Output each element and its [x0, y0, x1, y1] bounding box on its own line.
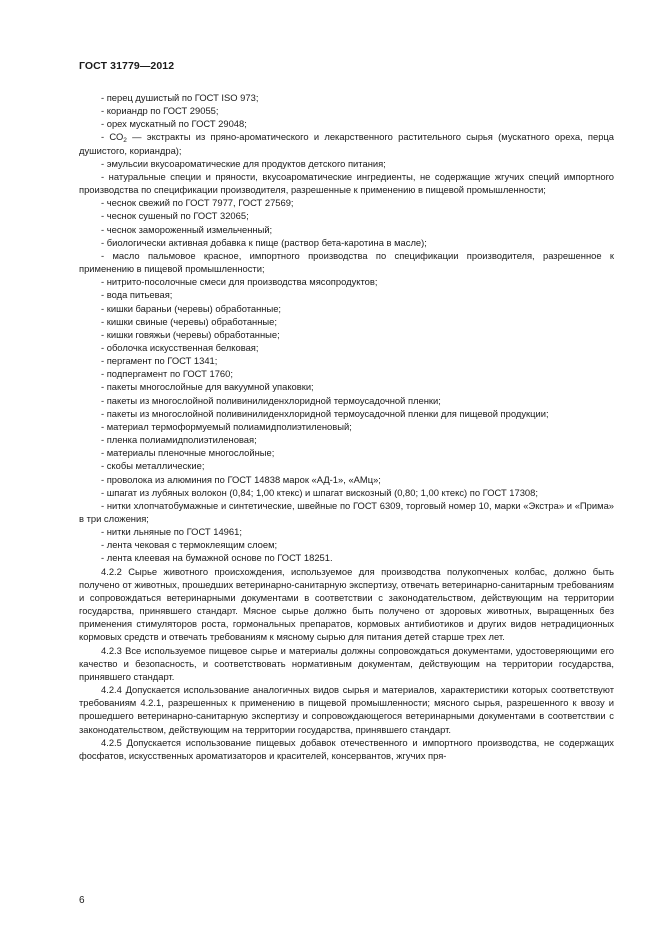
- co2-subscript: 2: [123, 137, 127, 145]
- list-item: - биологически активная добавка к пище (раствор бета-каротина в масле);: [101, 236, 427, 248]
- page-number: 6: [79, 895, 85, 906]
- list-item: - пакеты многослойные для вакуумной упаковки;: [101, 381, 314, 393]
- list-item: - пакеты из многослойной поливинилиденхлоридной термоусадочной пленки для пищевой продукции;: [101, 407, 549, 419]
- list-item: - лента чековая с термоклеящим слоем;: [101, 539, 278, 551]
- list-item: - нитрито-посолочные смеси для производства мясопродуктов;: [101, 276, 378, 288]
- list-item: - пакеты из многослойной поливинилиденхлоридной термоусадочной пленки;: [101, 394, 441, 406]
- list-item: - вода питьевая;: [101, 289, 173, 301]
- list-item: - материалы пленочные многослойные;: [101, 447, 275, 459]
- list-item: - эмульсии вкусоароматические для продуктов детского питания;: [101, 157, 386, 169]
- list-item: - материал термоформуемый полиамидполиэтиленовый;: [101, 420, 352, 432]
- list-item: - подпергамент по ГОСТ 1760;: [101, 368, 233, 380]
- list-item: - перец душистый по ГОСТ ISO 973;: [101, 92, 259, 103]
- list-item: - кишки бараньи (черевы) обработанные;: [101, 302, 282, 314]
- list-item: - оболочка искусственная белковая;: [101, 341, 259, 353]
- list-item: - нитки хлопчатобумажные и синтетические, швейные по ГОСТ 6309, торговый номер 10, марки «Экстра» и «Прима» в три сложения;: [79, 499, 614, 524]
- list-item: - лента клеевая на бумажной основе по ГОСТ 18251.: [101, 552, 333, 564]
- paragraph-4-2-2: 4.2.2 Сырье животного происхождения, используемое для производства полукопченых колбас, должно быть получено от животных, прошедших ветеринарно-санитарную экспертизу, отвечать ветеринарно-санитарным требованиям и сопровождаться ветеринарными документами в соответствии с законодательством, действующим на территории государства, принявшего стандарт. Мясное сырье должно быть получено от здоровых животных, выращенных без применения стимуляторов роста, гормональных препаратов, кормовых антибиотиков и других видов нетрадиционных кормовых средств и отвечать требованиям к мясному сырью для питания детей старше трех лет.: [79, 565, 614, 643]
- list-item: - кориандр по ГОСТ 29055;: [101, 105, 219, 117]
- list-item: - чеснок свежий по ГОСТ 7977, ГОСТ 27569;: [101, 197, 294, 209]
- paragraph-4-2-3: 4.2.3 Все используемое пищевое сырье и материалы должны сопровождаться документами, удостоверяющими его качество и безопасность, и соответствовать нормативным документам, действующим на территории государства, принявшего стандарт.: [79, 644, 614, 682]
- document-body: [79, 91, 614, 762]
- paragraph-4-2-5: 4.2.5 Допускается использование пищевых добавок отечественного и импортного производства, не содержащих фосфатов, искусственных ароматизаторов и красителей, консервантов, жгучих пря-: [79, 736, 614, 761]
- co2-text: — экстракты из пряно-ароматического и лекарственного растительного сырья (мускатного ореха, перца душистого, кориандра);: [79, 131, 614, 156]
- list-item: - кишки говяжьи (черевы) обработанные;: [101, 328, 280, 340]
- list-item: - натуральные специи и пряности, вкусоароматические ингредиенты, не содержащие жгучих специй импортного производства по спецификации производителя, разрешенные к применению в пищевой промышленности;: [79, 170, 614, 196]
- list-item: - чеснок сушеный по ГОСТ 32065;: [101, 210, 249, 222]
- list-item-co2: [79, 130, 614, 156]
- list-item: - пергамент по ГОСТ 1341;: [101, 355, 218, 367]
- list-item: - нитки льняные по ГОСТ 14961;: [101, 526, 242, 538]
- co2-prefix: - СО: [101, 131, 124, 143]
- list-item: - масло пальмовое красное, импортного производства по спецификации производителя, разрешенное к применению в пищевой промышленности;: [79, 249, 614, 275]
- list-item: - орех мускатный по ГОСТ 29048;: [101, 118, 247, 130]
- list-item: - скобы металлические;: [101, 460, 205, 472]
- paragraph-4-2-4: 4.2.4 Допускается использование аналогичных видов сырья и материалов, характеристики которых соответствуют требованиям 4.2.1, разрешенных к применению в пищевой промышленности; мясного сырья, разрешенного к ввозу и прошедшего ветеринарно-санитарную экспертизу и сопровождающегося ветеринарными документами в соответствии с законодательством, действующим на территории государства, принявшего стандарт.: [79, 684, 614, 735]
- document-header: ГОСТ 31779—2012: [79, 60, 175, 72]
- list-item: - кишки свиные (черевы) обработанные;: [101, 315, 277, 327]
- list-item: - чеснок замороженный измельченный;: [101, 223, 273, 235]
- list-item: - проволока из алюминия по ГОСТ 14838 марок «АД-1», «АМц»;: [101, 473, 381, 485]
- list-item: - пленка полиамидполиэтиленовая;: [101, 434, 257, 446]
- list-item: - шпагат из лубяных волокон (0,84; 1,00 ктекс) и шпагат вискозный (0,80; 1,00 ктекс) по ГОСТ 17308;: [101, 486, 538, 498]
